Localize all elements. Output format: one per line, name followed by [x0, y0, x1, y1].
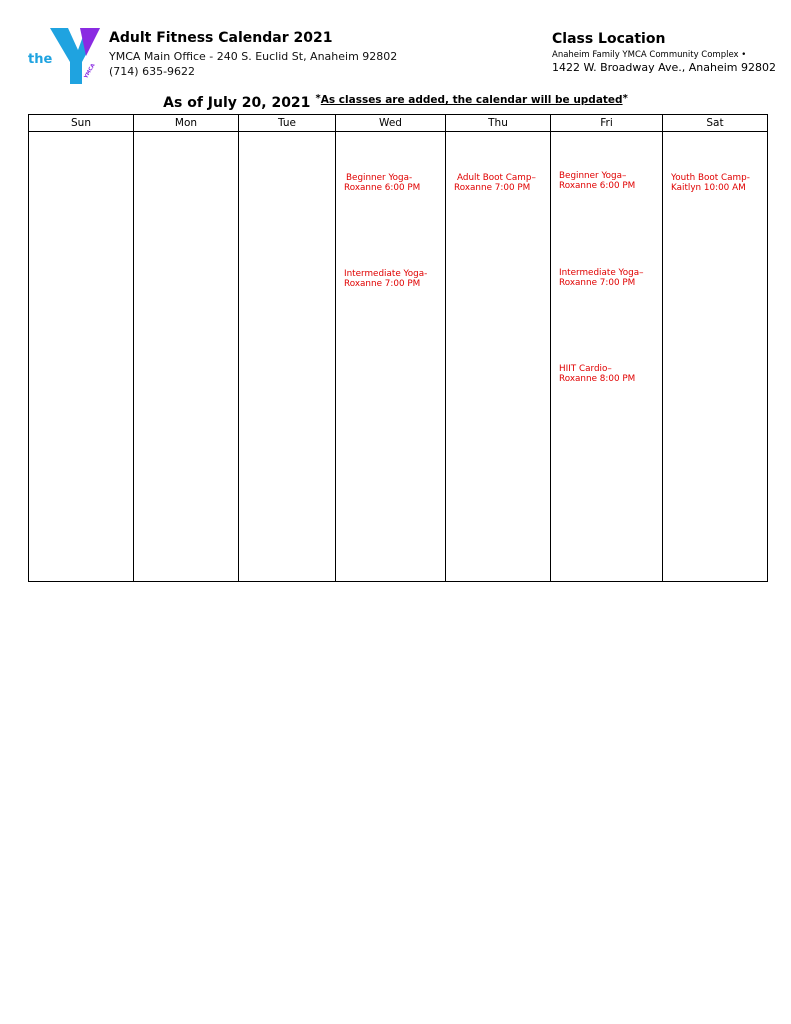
day-header-tue: Tue	[239, 115, 336, 132]
event-detail: Roxanne 8:00 PM	[559, 374, 636, 384]
location-line1: Anaheim Family YMCA Community Complex •	[552, 50, 747, 60]
event-title: HIIT Cardio–	[559, 364, 612, 374]
event-fri-beginner-yoga	[559, 171, 635, 191]
note-star-right: *	[622, 93, 628, 104]
logo-word: the	[28, 52, 53, 67]
day-header-sun: Sun	[29, 115, 134, 132]
calendar-header-row	[29, 115, 768, 132]
office-phone: (714) 635-9622	[109, 65, 196, 78]
event-detail: Roxanne 6:00 PM	[559, 181, 636, 191]
calendar-table	[28, 114, 768, 582]
day-header-mon: Mon	[134, 115, 239, 132]
event-title: Beginner Yoga–	[559, 171, 627, 181]
logo-small-text: YMCA	[83, 62, 97, 80]
day-cell-sat	[663, 132, 768, 582]
event-title: Adult Boot Camp–	[457, 173, 536, 183]
ymca-logo-icon	[26, 26, 104, 84]
event-thu-adult-boot-camp	[454, 173, 536, 193]
location-title: Class Location	[552, 31, 666, 47]
event-wed-beginner-yoga	[344, 173, 420, 193]
event-wed-intermediate-yoga	[344, 269, 427, 289]
location-line2: 1422 W. Broadway Ave., Anaheim 92802	[552, 61, 777, 74]
note-star-left: *	[315, 93, 321, 104]
day-header-sat: Sat	[663, 115, 768, 132]
event-title: Intermediate Yoga–	[559, 268, 644, 278]
event-title: Beginner Yoga-	[346, 173, 413, 183]
class-location	[552, 31, 776, 74]
day-cell-wed	[336, 132, 446, 582]
header-info	[109, 30, 397, 79]
day-cell-sun	[29, 132, 134, 582]
event-detail: Roxanne 7:00 PM	[344, 279, 421, 289]
as-of-line	[0, 92, 791, 111]
event-fri-hiit-cardio	[559, 364, 635, 384]
event-sat-youth-boot-camp	[671, 173, 750, 193]
calendar-week-row	[29, 132, 768, 582]
day-header-thu: Thu	[446, 115, 551, 132]
event-detail: Kaitlyn 10:00 AM	[671, 183, 746, 193]
event-detail: Roxanne 6:00 PM	[344, 183, 421, 193]
event-title: Youth Boot Camp-	[671, 173, 750, 183]
day-header-fri: Fri	[551, 115, 663, 132]
update-note: As classes are added, the calendar will be updated	[320, 94, 623, 106]
as-of-date: As of July 20, 2021	[163, 95, 311, 111]
day-cell-tue	[239, 132, 336, 582]
office-address: YMCA Main Office - 240 S. Euclid St, Anaheim 92802	[109, 50, 398, 63]
event-title: Intermediate Yoga-	[344, 269, 428, 279]
calendar-title: Adult Fitness Calendar 2021	[109, 30, 333, 46]
event-fri-intermediate-yoga	[559, 268, 644, 288]
day-cell-thu	[446, 132, 551, 582]
day-header-wed: Wed	[336, 115, 446, 132]
day-cell-mon	[134, 132, 239, 582]
event-detail: Roxanne 7:00 PM	[559, 278, 636, 288]
event-detail: Roxanne 7:00 PM	[454, 183, 531, 193]
day-cell-fri	[551, 132, 663, 582]
